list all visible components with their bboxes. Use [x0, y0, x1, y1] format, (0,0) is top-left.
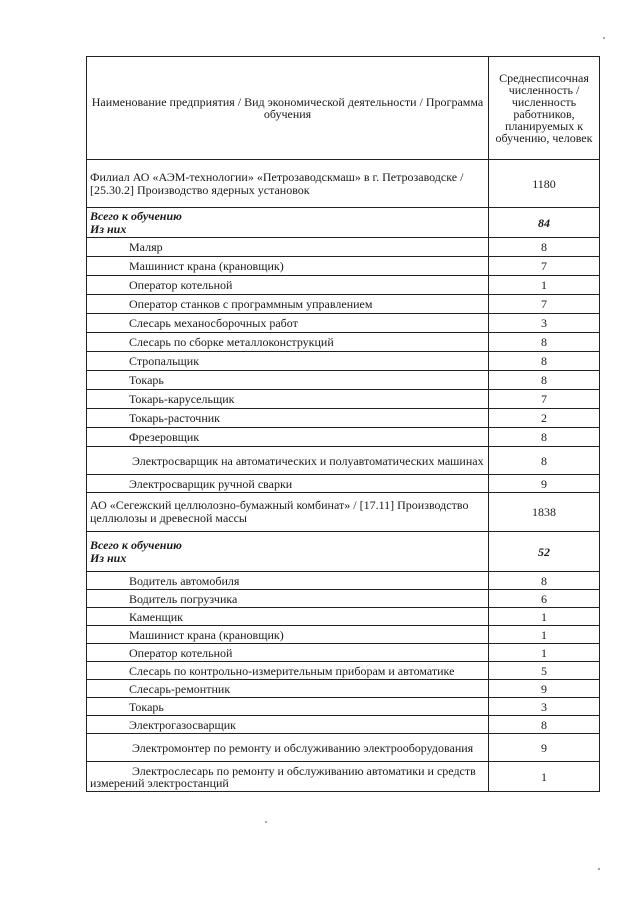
- program-row: [87, 716, 600, 734]
- header-count-cell: Среднесписочная численность / численность работников, планируемых к обучению, человек: [489, 57, 600, 160]
- program-name: Токарь-расточник: [87, 409, 489, 428]
- enterprise-row: [87, 493, 600, 532]
- program-count: 1: [489, 608, 600, 626]
- totals-label-all: Всего к обучению: [90, 208, 182, 223]
- totals-label-of-which: Из них: [90, 221, 127, 236]
- program-name: Электромонтер по ремонту и обслуживанию электрооборудования: [87, 734, 489, 762]
- program-count: 7: [489, 295, 600, 314]
- enterprise-name: АО «Сегежский целлюлозно-бумажный комбинат» / [17.11] Производство целлюлозы и древесной массы: [87, 493, 489, 532]
- header-name-cell: Наименование предприятия / Вид экономической деятельности / Программа обучения: [87, 57, 489, 160]
- enterprise-name: Филиал АО «АЭМ-технологии» «Петрозаводскмаш» в г. Петрозаводске / [25.30.2] Производство ядерных установок: [87, 160, 489, 208]
- program-row: [87, 333, 600, 352]
- program-row: [87, 447, 600, 475]
- program-name: Маляр: [87, 238, 489, 257]
- program-count: 8: [489, 428, 600, 447]
- totals-label: [87, 532, 489, 572]
- totals-row: [87, 532, 600, 572]
- program-name: Водитель погрузчика: [87, 590, 489, 608]
- program-name: Электросварщик ручной сварки: [87, 475, 489, 493]
- scan-speck: [603, 37, 605, 39]
- totals-row: [87, 208, 600, 238]
- program-name: Оператор станков с программным управлением: [87, 295, 489, 314]
- program-name: Токарь: [87, 698, 489, 716]
- program-name: Слесарь по контрольно-измерительным приборам и автоматике: [87, 662, 489, 680]
- program-count: 8: [489, 716, 600, 734]
- program-row: [87, 475, 600, 493]
- program-row: [87, 762, 600, 792]
- program-name: Слесарь-ремонтник: [87, 680, 489, 698]
- program-count: 8: [489, 333, 600, 352]
- program-count: 9: [489, 475, 600, 493]
- program-name: Электросварщик на автоматических и полуавтоматических машинах: [87, 447, 489, 475]
- program-name: Машинист крана (крановщик): [87, 626, 489, 644]
- program-count: 9: [489, 734, 600, 762]
- program-name: Стропальщик: [87, 352, 489, 371]
- program-count: 5: [489, 662, 600, 680]
- program-name: Электрослесарь по ремонту и обслуживанию автоматики и средств измерений электростанций: [87, 762, 489, 792]
- enterprise-headcount: 1838: [489, 493, 600, 532]
- totals-label-all: Всего к обучению: [90, 537, 182, 552]
- program-count: 3: [489, 698, 600, 716]
- program-name: Каменщик: [87, 608, 489, 626]
- program-row: [87, 409, 600, 428]
- program-row: [87, 428, 600, 447]
- program-row: [87, 734, 600, 762]
- training-table: [86, 56, 600, 792]
- program-row: [87, 698, 600, 716]
- program-count: 8: [489, 447, 600, 475]
- program-count: 1: [489, 644, 600, 662]
- program-row: [87, 626, 600, 644]
- totals-value: 52: [489, 532, 600, 572]
- totals-value: 84: [489, 208, 600, 238]
- program-count: 8: [489, 371, 600, 390]
- table-header-row: [87, 57, 600, 160]
- program-count: 8: [489, 238, 600, 257]
- program-count: 8: [489, 572, 600, 590]
- program-row: [87, 238, 600, 257]
- enterprise-row: [87, 160, 600, 208]
- program-count: 2: [489, 409, 600, 428]
- program-row: [87, 608, 600, 626]
- program-count: 6: [489, 590, 600, 608]
- program-row: [87, 644, 600, 662]
- program-row: [87, 276, 600, 295]
- scan-speck: [265, 821, 267, 823]
- program-row: [87, 295, 600, 314]
- program-name: Токарь-карусельщик: [87, 390, 489, 409]
- program-row: [87, 572, 600, 590]
- program-row: [87, 257, 600, 276]
- program-name: Оператор котельной: [87, 276, 489, 295]
- program-count: 3: [489, 314, 600, 333]
- program-count: 7: [489, 257, 600, 276]
- program-count: 9: [489, 680, 600, 698]
- totals-label-of-which: Из них: [90, 550, 127, 565]
- program-row: [87, 662, 600, 680]
- totals-label: [87, 208, 489, 238]
- program-name: Электрогазосварщик: [87, 716, 489, 734]
- program-count: 1: [489, 762, 600, 792]
- program-name: Оператор котельной: [87, 644, 489, 662]
- program-count: 1: [489, 626, 600, 644]
- program-row: [87, 352, 600, 371]
- program-count: 7: [489, 390, 600, 409]
- program-name: Машинист крана (крановщик): [87, 257, 489, 276]
- program-count: 1: [489, 276, 600, 295]
- program-name: Слесарь механосборочных работ: [87, 314, 489, 333]
- program-name: Токарь: [87, 371, 489, 390]
- program-name: Фрезеровщик: [87, 428, 489, 447]
- program-count: 8: [489, 352, 600, 371]
- program-row: [87, 390, 600, 409]
- program-row: [87, 371, 600, 390]
- scan-speck: [598, 868, 600, 870]
- program-row: [87, 680, 600, 698]
- program-name: Водитель автомобиля: [87, 572, 489, 590]
- program-row: [87, 590, 600, 608]
- program-row: [87, 314, 600, 333]
- enterprise-headcount: 1180: [489, 160, 600, 208]
- program-name: Слесарь по сборке металлоконструкций: [87, 333, 489, 352]
